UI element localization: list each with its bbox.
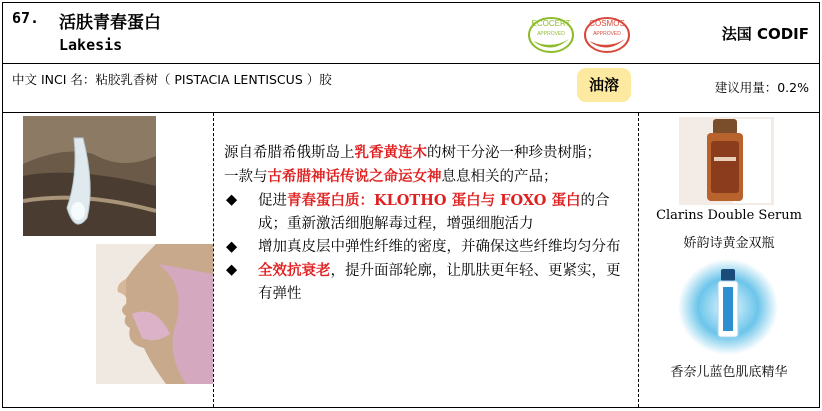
supplier-origin: 法国 CODIF xyxy=(721,25,809,43)
intro-prefix: 源自希腊希俄斯岛上 xyxy=(224,145,355,161)
ingredient-description xyxy=(224,141,632,306)
benefit-1-prefix: 促进 xyxy=(258,193,287,209)
myth-highlight: 古希腊神话传说之命运女神 xyxy=(267,168,442,185)
recommended-dosage: 建议用量：0.2% xyxy=(714,80,809,95)
diamond-bullet-icon: ◆ xyxy=(226,192,238,208)
inci-row xyxy=(3,64,819,113)
clarins-double-serum-image xyxy=(679,117,774,205)
product-2-name-cn: 香奈儿蓝色肌底精华 xyxy=(670,365,788,380)
cosmos-logo xyxy=(583,11,631,55)
benefit-item xyxy=(224,189,632,236)
myth-paragraph xyxy=(224,165,632,189)
face-profile-image xyxy=(96,244,213,384)
benefit-1-highlight: 青春蛋白质：KLOTHO 蛋白与 FOXO 蛋白 xyxy=(287,192,581,209)
benefit-3-highlight: 全效抗衰老 xyxy=(258,262,331,279)
ingredient-images xyxy=(3,113,214,407)
item-number: 67. xyxy=(12,9,40,27)
myth-prefix: 一款与 xyxy=(224,169,268,185)
cosmos-logo-text: COSMOS xyxy=(589,19,625,28)
chanel-blue-serum-image xyxy=(678,259,778,355)
cosmos-logo-subtext: APPROVED xyxy=(593,31,621,37)
product-1-name-en: Clarins Double Serum xyxy=(656,208,802,223)
myth-suffix: 息息相关的产品； xyxy=(441,169,558,185)
benefit-2-text: 增加真皮层中弹性纤维的密度，并确保这些纤维均匀分布 xyxy=(258,239,621,255)
ingredient-title: 活肤青春蛋白 xyxy=(59,13,161,33)
benefit-item xyxy=(224,259,632,306)
intro-suffix: 的树干分泌一种珍贵树脂； xyxy=(427,145,601,161)
benefit-3-suffix: ，提升面部轮廓，让肌肤更年轻、更紧实，更有弹性 xyxy=(258,263,621,302)
benefit-1-suffix: 的合成；重新激活细胞解毒过程，增强细胞活力 xyxy=(258,193,610,232)
ecocert-logo-text: ECOCERT xyxy=(531,19,571,28)
solubility-badge: 油溶 xyxy=(577,68,631,102)
inci-name: 中文 INCI 名：粘胶乳香树（ PISTACIA LENTISCUS ）胶 xyxy=(12,72,332,87)
ecocert-logo-subtext: APPROVED xyxy=(537,31,565,37)
intro-highlight: 乳香黄连木 xyxy=(354,144,427,161)
description-column xyxy=(214,113,639,407)
diamond-bullet-icon: ◆ xyxy=(226,239,238,255)
ecocert-logo xyxy=(527,11,575,55)
benefit-item xyxy=(224,236,632,259)
product-examples xyxy=(639,113,819,407)
header-row xyxy=(3,3,819,64)
ingredient-card xyxy=(2,2,820,408)
intro-paragraph xyxy=(224,141,632,165)
ingredient-trade-name: Lakesis xyxy=(59,36,123,54)
product-1-name-cn: 娇韵诗黄金双瓶 xyxy=(683,236,775,251)
diamond-bullet-icon: ◆ xyxy=(226,262,238,278)
resin-drop-image xyxy=(23,116,156,236)
